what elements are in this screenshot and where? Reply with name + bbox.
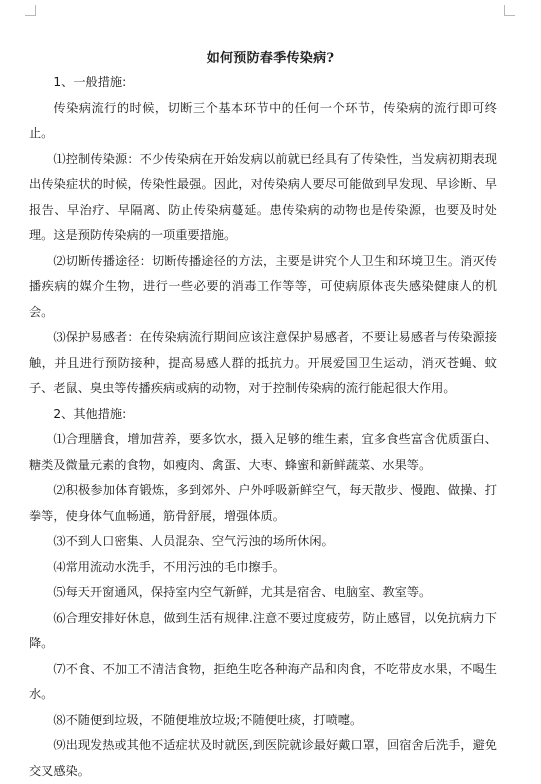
paragraph-avoid-crowds: ⑶不到人口密集、人员混杂、空气污浊的场所休闲。 [53,534,334,548]
paragraph-wash-hands: ⑷常用流动水洗手，不用污浊的毛巾擦手。 [53,559,285,574]
paragraph-ventilation: ⑸每天开窗通风，保持室内空气新鲜，尤其是宿舍、电脑室、教室等。 [53,585,432,599]
crop-mark-top-right [504,5,515,16]
paragraph-protect-susceptible: ⑶保护易感者：在传染病流行期间应该注意保护易感者，不要让易感者与传染源接触，并且进行预防接种，提高易感人群的抵抗力。开展爱国卫生运动，消灭苍蝇、蚊子、老鼠、臭虫等传播疾病或病的动物，对于控制传染病的流行能起很大作用。 [29,330,497,395]
paragraph-exercise: ⑵积极参加体育锻炼，多到郊外、户外呼吸新鲜空气，每天散步、慢跑、做操、打拳等，使身体气血畅通，筋骨舒展，增强体质。 [29,483,497,523]
paragraph-rest: ⑹合理安排好休息，做到生活有规律.注意不要过度疲劳，防止感冒，以免抗病力下降。 [29,610,497,650]
paragraph-control-source: ⑴控制传染源：不少传染病在开始发病以前就已经具有了传染性，当发病初期表现出传染症状的时候，传染性最强。因此，对传染病人要尽可能做到早发现、早诊断、早报告、早治疗、早隔离、防止传染病蔓延。患传染病的动物也是传染源，也要及时处理。这是预防传染病的一项重要措施。 [29,151,497,242]
document-title: 如何预防春季传染病? [206,51,335,66]
section-heading-general: 1、一般措施: [53,75,127,89]
paragraph-intro: 传染病流行的时候，切断三个基本环节中的任何一个环节，传染病的流行即可终止。 [29,100,497,140]
paragraph-seek-medical: ⑼出现发热或其他不适症状及时就医,到医院就诊最好戴口罩，回宿舍后洗手，避免交叉感染。 [29,738,497,778]
paragraph-food-safety: ⑺不食、不加工不清洁食物，拒绝生吃各种海产品和肉食，不吃带皮水果，不喝生水。 [29,661,497,701]
paragraph-diet: ⑴合理膳食，增加营养，要多饮水，摄入足够的维生素，宜多食些富含优质蛋白、糖类及微量元素的食物，如瘦肉、禽蛋、大枣、蜂蜜和新鲜蔬菜、水果等。 [29,432,497,472]
section-heading-other: 2、其他措施: [53,406,127,421]
paragraph-hygiene-habits: ⑻不随便到垃圾，不随便堆放垃圾;不随便吐痰，打喷嚏。 [53,712,363,727]
crop-mark-top-left [25,5,36,16]
paragraph-cut-transmission: ⑵切断传播途径：切断传播途径的方法，主要是讲究个人卫生和环境卫生。消灭传播疾病的媒介生物，进行一些必要的消毒工作等等，可使病原体丧失感染健康人的机会。 [29,253,497,319]
